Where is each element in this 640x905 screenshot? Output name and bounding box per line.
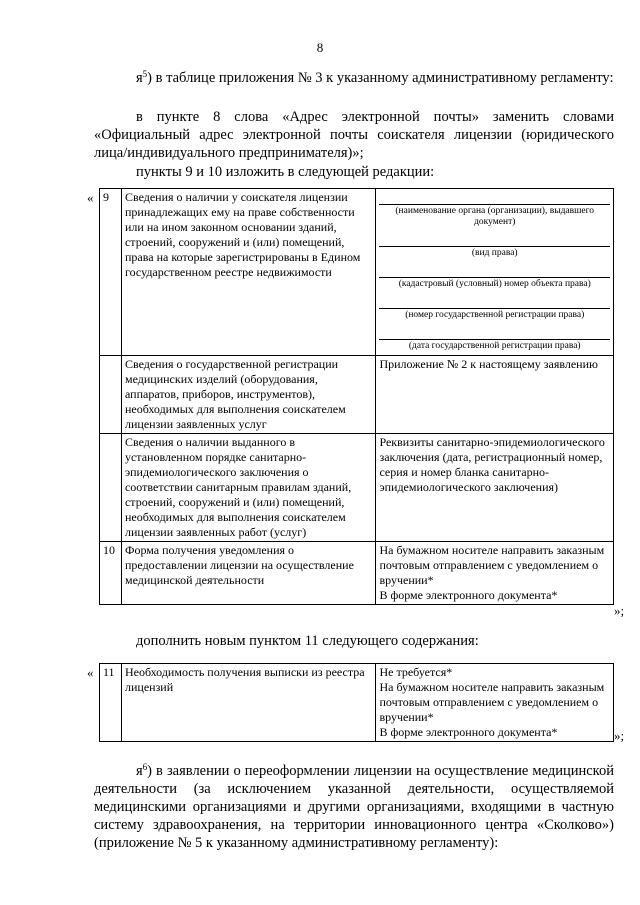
item-marker-superscript: 5: [142, 69, 148, 79]
row-9-number: 9: [100, 189, 122, 356]
item-marker: я: [136, 70, 143, 86]
open-quote-1: «: [87, 190, 94, 205]
field-cadastral-number: (кадастровый (условный) номер объекта права): [379, 277, 610, 290]
table-items-9-10: [99, 188, 614, 605]
paragraph-1: [94, 69, 614, 87]
table-row-11: [100, 664, 614, 742]
paragraph-5-text: ) в заявлении о переоформлении лицензии на осуществление медицинской деятельности (за исключением указанной деятельности, осуществляемой медицинскими организациями и другими организациями, входящими в частную систему здравоохранения, на территории инновационного центра «Сколково») (приложение № 5 к указанному административному регламенту):: [94, 763, 614, 851]
paragraph-5: [94, 762, 614, 852]
row-sanitary-label: Сведения о наличии выданного в установленном порядке санитарно-эпидемиологического заключения о соответствии санитарным правилам зданий, строений, сооружений и (или) помещений, необходимых для выполнения соискателем лицензии заявленных работ (услуг): [121, 434, 375, 542]
field-right-type: (вид права): [379, 246, 610, 259]
paragraph-1-text: ) в таблице приложения № 3 к указанному административному регламенту:: [147, 70, 614, 86]
row-10-option-electronic: В форме электронного документа*: [379, 588, 558, 602]
row-11-value: [376, 664, 614, 742]
row-11-number: 11: [100, 664, 122, 742]
item-marker-superscript: 6: [142, 762, 148, 772]
paragraph-4: дополнить новым пунктом 11 следующего содержания:: [136, 633, 479, 649]
row-10-value: [376, 542, 614, 605]
row-devices-label: Сведения о государственной регистрации медицинских изделий (оборудования, аппаратов, приборов, инструментов), необходимых для выполнения соискателем лицензии заявленных услуг: [121, 356, 375, 434]
row-11-option-electronic: В форме электронного документа*: [379, 725, 558, 739]
item-marker: я: [136, 763, 143, 779]
field-registration-date: (дата государственной регистрации права): [379, 339, 610, 352]
table-row-sanitary: [100, 434, 614, 542]
table-row-10: [100, 542, 614, 605]
row-10-option-paper: На бумажном носителе направить заказным почтовым отправлением с уведомлением о вручении*: [379, 543, 605, 587]
row-9-label: Сведения о наличии у соискателя лицензии принадлежащих ему на праве собственности или на ином законном основании зданий, строений, сооружений и (или) помещений, права на которые зарегистрированы в Едином государственном реестре недвижимости: [121, 189, 375, 356]
row-9-fields: [376, 189, 614, 356]
close-tail-1: »;: [614, 603, 625, 618]
table-item-11: [99, 663, 614, 742]
row-sanitary-value: Реквизиты санитарно-эпидемиологического заключения (дата, регистрационный номер, серия и номер бланка санитарно-эпидемиологического заключения): [376, 434, 614, 542]
paragraph-2: в пункте 8 слова «Адрес электронной почты» заменить словами «Официальный адрес электронной почты соискателя лицензии (юридического лица/индивидуального предпринимателя)»;: [94, 109, 614, 161]
row-11-option-none: Не требуется*: [379, 665, 453, 679]
open-quote-2: «: [87, 665, 94, 680]
row-10-label: Форма получения уведомления о предоставлении лицензии на осуществление медицинской деятельности: [121, 542, 375, 605]
row-11-option-paper: На бумажном носителе направить заказным почтовым отправлением с уведомлением о вручении*: [379, 680, 605, 724]
table-row-devices: [100, 356, 614, 434]
page-number: 8: [316, 40, 324, 55]
row-10-number: 10: [100, 542, 122, 605]
row-devices-value: Приложение № 2 к настоящему заявлению: [376, 356, 614, 434]
row-11-label: Необходимость получения выписки из реестра лицензий: [121, 664, 375, 742]
close-tail-2: »;: [614, 728, 625, 743]
paragraph-3: пункты 9 и 10 изложить в следующей редакции:: [136, 164, 435, 180]
field-issuing-authority: (наименование органа (организации), выдавшего документ): [379, 204, 610, 228]
field-registration-number: (номер государственной регистрации права): [379, 308, 610, 321]
table-row-9: [100, 189, 614, 356]
